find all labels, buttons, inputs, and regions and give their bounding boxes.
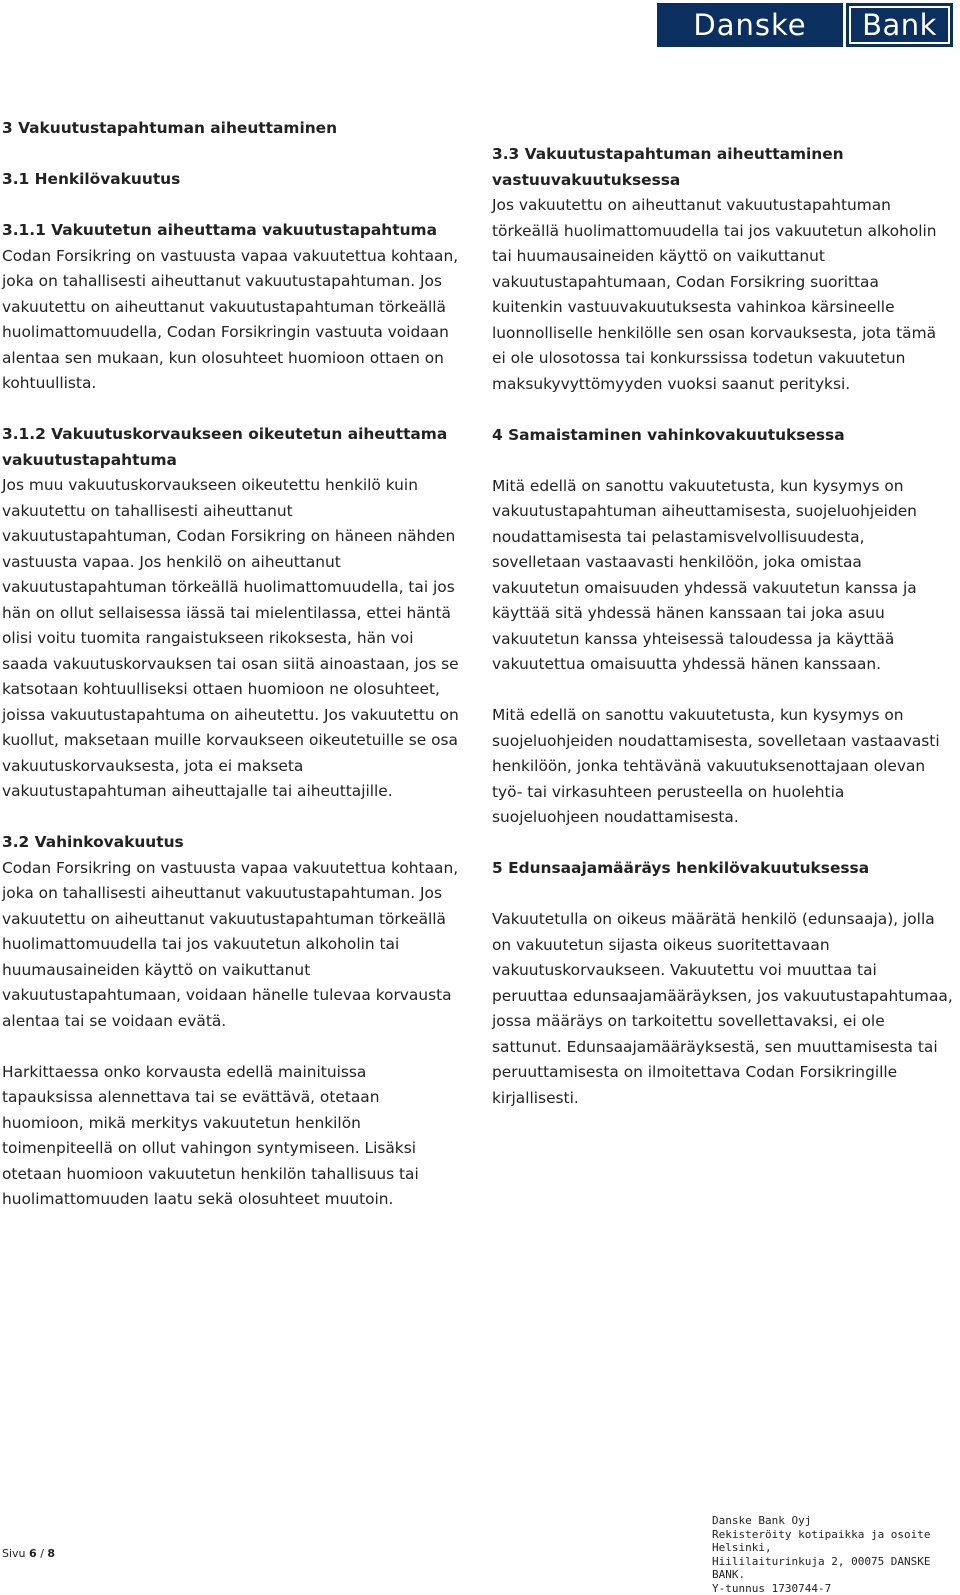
left-column <box>2 116 460 1213</box>
logo-word-danske: Danske <box>657 3 843 47</box>
company-info <box>712 1514 960 1595</box>
page-separator: / <box>40 1547 44 1560</box>
right-column <box>492 142 954 1111</box>
paragraph-3-1-1: Codan Forsikring on vastuusta vapaa vakuutettua kohtaan, joka on tahallisesti aiheuttanut vakuutustapahtuman. Jos vakuutettu on aiheuttanut vakuutustapahtuman törkeällä huolimattomuudella, Codan Forsikringin vastuuta voidaan alentaa sen mukaan, kun olosuhteet huomioon ottaen on kohtuullista. <box>2 244 460 397</box>
paragraph-3-1-2: Jos muu vakuutuskorvaukseen oikeutettu henkilö kuin vakuutettu on tahallisesti aiheuttanut vakuutustapahtuman, Codan Forsikring on häneen nähden vastuusta vapaa. Jos henkilö on aiheuttanut vakuutustapahtuman törkeällä huolimattomuudella, tai jos hän on ollut sellaisessa iässä tai mielentilassa, ettei häntä olisi voitu tuomita rangaistukseen rikoksesta, hän voi saada vakuutuskorvauksen tai osan siitä ainoastaan, jos se katsotaan kohtuulliseksi ottaen huomioon ne olosuhteet, joissa vakuutustapahtuma on aiheutettu. Jos vakuutettu on kuollut, maksetaan muille korvaukseen oikeutetuille se osa vakuutuskorvauksesta, jota ei makseta vakuutustapahtuman aiheuttajalle tai aiheuttajille. <box>2 473 460 805</box>
heading-3-3: 3.3 Vakuutustapahtuman aiheuttaminen vastuuvakuutuksessa <box>492 142 954 193</box>
company-name: Danske Bank Oyj <box>712 1514 960 1528</box>
logo-word-bank: Bank <box>846 3 953 47</box>
company-business-id: Y-tunnus 1730744-7 <box>712 1582 960 1595</box>
heading-5: 5 Edunsaajamääräys henkilövakuutuksessa <box>492 856 954 882</box>
heading-3-2: 3.2 Vahinkovakuutus <box>2 830 460 856</box>
danske-bank-logo <box>657 3 953 47</box>
heading-3-1-1: 3.1.1 Vakuutetun aiheuttama vakuutustapahtuma <box>2 218 460 244</box>
page-total: 8 <box>47 1547 55 1560</box>
heading-4: 4 Samaistaminen vahinkovakuutuksessa <box>492 423 954 449</box>
heading-3-1-2: 3.1.2 Vakuutuskorvaukseen oikeutetun aiheuttama vakuutustapahtuma <box>2 422 460 473</box>
paragraph-4-b: Mitä edellä on sanottu vakuutetusta, kun kysymys on suojeluohjeiden noudattamisesta, sovelletaan vastaavasti henkilöön, jonka tehtävänä vakuutuksenottajaan olevan työ- tai virkasuhteen perusteella on huolehtia suojeluohjeen noudattamisesta. <box>492 703 954 831</box>
paragraph-3-2-a: Codan Forsikring on vastuusta vapaa vakuutettua kohtaan, joka on tahallisesti aiheuttanut vakuutustapahtuman. Jos vakuutettu on aiheuttanut vakuutustapahtuman törkeällä huolimattomuudella tai jos vakuutetun alkoholin tai huumausaineiden käyttö on vaikuttanut vakuutustapahtumaan, voidaan hänelle tulevaa korvausta alentaa tai se voidaan evätä. <box>2 856 460 1035</box>
paragraph-3-2-b: Harkittaessa onko korvausta edellä mainituissa tapauksissa alennettava tai se evättävä, otetaan huomioon, mikä merkitys vakuutetun henkilön toimenpiteellä on ollut vahingon syntymiseen. Lisäksi otetaan huomioon vakuutetun henkilön tahallisuus tai huolimattomuuden laatu sekä olosuhteet muutoin. <box>2 1060 460 1213</box>
company-address-2: Hiililaiturinkuja 2, 00075 DANSKE BANK. <box>712 1555 960 1582</box>
paragraph-4-a: Mitä edellä on sanottu vakuutetusta, kun kysymys on vakuutustapahtuman aiheuttamisesta, suojeluohjeiden noudattamisesta tai pelastamisvelvollisuudesta, sovelletaan vastaavasti henkilöön, joka omistaa vakuutetun omaisuuden yhdessä vakuutetun kanssa ja käyttää sitä yhdessä hänen kanssaan tai joka asuu vakuutetun kanssa yhteisessä taloudessa ja käyttää vakuutettua omaisuutta yhdessä hänen kanssaan. <box>492 474 954 678</box>
heading-3: 3 Vakuutustapahtuman aiheuttaminen <box>2 116 460 142</box>
heading-3-1: 3.1 Henkilövakuutus <box>2 167 460 193</box>
page-label: Sivu <box>2 1547 26 1560</box>
paragraph-3-3: Jos vakuutettu on aiheuttanut vakuutustapahtuman törkeällä huolimattomuudella tai jos vakuutetun alkoholin tai huumausaineiden käyttö on vaikuttanut vakuutustapahtumaan, Codan Forsikring suorittaa kuitenkin vastuuvakuutuksesta vahinkoa kärsineelle luonnolliselle henkilölle sen osan korvauksesta, jota tämä ei ole ulosotossa tai konkurssissa todetun vakuutetun maksukyvyttömyyden vuoksi saanut perityksi. <box>492 193 954 397</box>
company-address-1: Rekisteröity kotipaikka ja osoite Helsinki, <box>712 1528 960 1555</box>
page-number <box>2 1547 55 1560</box>
page-current: 6 <box>29 1547 37 1560</box>
paragraph-5: Vakuutetulla on oikeus määrätä henkilö (edunsaaja), jolla on vakuutetun sijasta oikeus suoritettavaan vakuutuskorvaukseen. Vakuutettu voi muuttaa tai peruuttaa edunsaajamääräyksen, jos vakuutustapahtumaa, jossa määräys on tarkoitettu sovellettavaksi, ei ole sattunut. Edunsaajamääräyksestä, sen muuttamisesta tai peruuttamisesta on ilmoitettava Codan Forsikringille kirjallisesti. <box>492 907 954 1111</box>
